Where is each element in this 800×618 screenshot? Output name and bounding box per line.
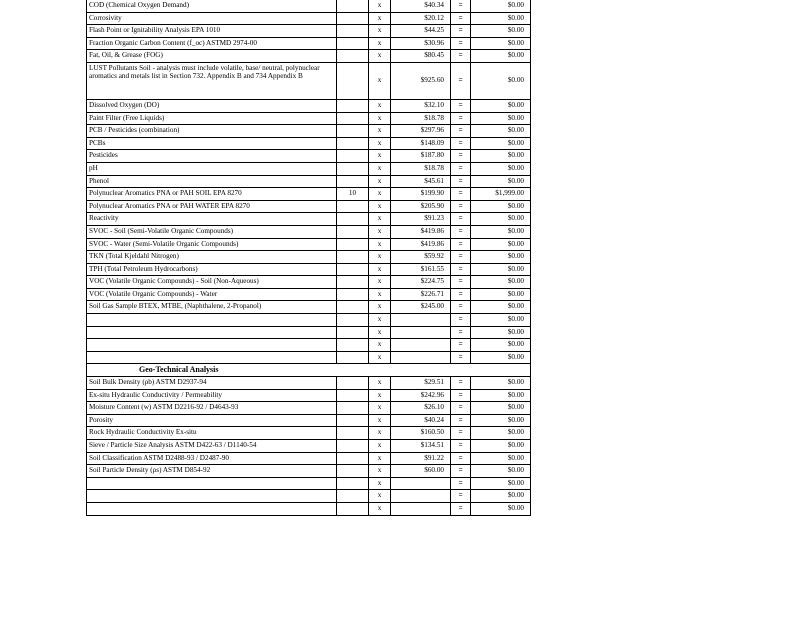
equals-sign-cell: =: [451, 175, 471, 188]
analysis-name-cell: VOC (Volatile Organic Compounds) - Soil (Non-Aqueous): [87, 276, 337, 289]
analysis-name-cell: [87, 490, 337, 503]
quantity-cell[interactable]: [337, 502, 369, 515]
table-row: [87, 12, 531, 25]
line-total-cell: $0.00: [471, 99, 531, 112]
quantity-cell[interactable]: [337, 477, 369, 490]
line-total-cell: $0.00: [471, 263, 531, 276]
times-sign-cell: x: [369, 213, 391, 226]
table-row: [87, 288, 531, 301]
unit-price-cell: $32.10: [391, 99, 451, 112]
table-row: [87, 225, 531, 238]
line-total-cell: $0.00: [471, 175, 531, 188]
unit-price-cell: $80.45: [391, 50, 451, 63]
times-sign-cell: x: [369, 238, 391, 251]
table-row: [87, 427, 531, 440]
times-sign-cell: x: [369, 427, 391, 440]
times-sign-cell: x: [369, 339, 391, 352]
equals-sign-cell: =: [451, 125, 471, 138]
analysis-name-cell: VOC (Volatile Organic Compounds) - Water: [87, 288, 337, 301]
line-total-cell: $0.00: [471, 150, 531, 163]
line-total-cell: $0.00: [471, 25, 531, 38]
quantity-cell[interactable]: [337, 427, 369, 440]
equals-sign-cell: =: [451, 477, 471, 490]
unit-price-cell: [391, 477, 451, 490]
equals-sign-cell: =: [451, 251, 471, 264]
quantity-cell[interactable]: [337, 225, 369, 238]
table-row: [87, 99, 531, 112]
times-sign-cell: x: [369, 465, 391, 478]
table-row: [87, 276, 531, 289]
analysis-name-cell: [87, 314, 337, 327]
line-total-cell: $0.00: [471, 37, 531, 50]
line-total-cell: $0.00: [471, 427, 531, 440]
analysis-name-cell: Ex-situ Hydraulic Conductivity / Permeability: [87, 389, 337, 402]
quantity-cell[interactable]: [337, 465, 369, 478]
times-sign-cell: x: [369, 351, 391, 364]
section-header-row: [87, 364, 531, 377]
equals-sign-cell: =: [451, 440, 471, 453]
equals-sign-cell: =: [451, 37, 471, 50]
analysis-name-cell: PCB / Pesticides (combination): [87, 125, 337, 138]
analysis-name-cell: TPH (Total Petroleum Hydrocarbons): [87, 263, 337, 276]
line-total-cell: $0.00: [471, 251, 531, 264]
table-row: [87, 477, 531, 490]
quantity-cell[interactable]: [337, 452, 369, 465]
quantity-cell[interactable]: [337, 162, 369, 175]
table-row: [87, 502, 531, 515]
table-row: [87, 213, 531, 226]
equals-sign-cell: =: [451, 238, 471, 251]
unit-price-cell: $148.09: [391, 137, 451, 150]
times-sign-cell: x: [369, 490, 391, 503]
times-sign-cell: x: [369, 251, 391, 264]
equals-sign-cell: =: [451, 326, 471, 339]
quantity-cell[interactable]: [337, 99, 369, 112]
equals-sign-cell: =: [451, 414, 471, 427]
times-sign-cell: x: [369, 314, 391, 327]
line-total-cell: $0.00: [471, 351, 531, 364]
line-total-cell: $0.00: [471, 314, 531, 327]
equals-sign-cell: =: [451, 490, 471, 503]
analysis-name-cell: [87, 477, 337, 490]
analysis-name-cell: [87, 351, 337, 364]
table-body: [87, 0, 531, 515]
table-row: [87, 125, 531, 138]
unit-price-cell: $160.50: [391, 427, 451, 440]
unit-price-cell: $134.51: [391, 440, 451, 453]
table-row: [87, 465, 531, 478]
analysis-name-cell: pH: [87, 162, 337, 175]
analysis-name-cell: TKN (Total Kjeldahl Nitrogen): [87, 251, 337, 264]
quantity-cell[interactable]: [337, 326, 369, 339]
table-row: [87, 326, 531, 339]
times-sign-cell: x: [369, 62, 391, 99]
equals-sign-cell: =: [451, 452, 471, 465]
line-total-cell: $0.00: [471, 125, 531, 138]
times-sign-cell: x: [369, 137, 391, 150]
line-total-cell: $0.00: [471, 477, 531, 490]
unit-price-cell: $297.96: [391, 125, 451, 138]
quantity-cell[interactable]: [337, 402, 369, 415]
analysis-name-cell: [87, 326, 337, 339]
line-total-cell: $0.00: [471, 452, 531, 465]
times-sign-cell: x: [369, 12, 391, 25]
analysis-name-cell: Soil Classification ASTM D2488-93 / D2487-90: [87, 452, 337, 465]
table-row: [87, 440, 531, 453]
line-total-cell: $0.00: [471, 288, 531, 301]
quantity-cell[interactable]: [337, 12, 369, 25]
analysis-name-cell: Fat, Oil, & Grease (FOG): [87, 50, 337, 63]
analysis-name-cell: Soil Gas Sample BTEX, MTBE, (Naphthalene, 2-Propanol): [87, 301, 337, 314]
quantity-cell[interactable]: [337, 50, 369, 63]
table-row: [87, 200, 531, 213]
analysis-name-cell: SVOC - Water (Semi-Volatile Organic Compounds): [87, 238, 337, 251]
line-total-cell: $0.00: [471, 490, 531, 503]
equals-sign-cell: =: [451, 12, 471, 25]
table-row: [87, 339, 531, 352]
line-total-cell: $0.00: [471, 12, 531, 25]
equals-sign-cell: =: [451, 465, 471, 478]
unit-price-cell: $199.90: [391, 188, 451, 201]
unit-price-cell: $419.86: [391, 225, 451, 238]
quantity-cell[interactable]: [337, 490, 369, 503]
unit-price-cell: $419.86: [391, 238, 451, 251]
times-sign-cell: x: [369, 50, 391, 63]
times-sign-cell: x: [369, 440, 391, 453]
unit-price-cell: $40.24: [391, 414, 451, 427]
times-sign-cell: x: [369, 200, 391, 213]
unit-price-cell: $59.92: [391, 251, 451, 264]
line-total-cell: $0.00: [471, 414, 531, 427]
quantity-cell[interactable]: [337, 125, 369, 138]
line-total-cell: $0.00: [471, 62, 531, 99]
equals-sign-cell: =: [451, 188, 471, 201]
times-sign-cell: x: [369, 150, 391, 163]
times-sign-cell: x: [369, 175, 391, 188]
unit-price-cell: $205.90: [391, 200, 451, 213]
quantity-cell[interactable]: [337, 62, 369, 99]
line-total-cell: $0.00: [471, 389, 531, 402]
line-total-cell: $0.00: [471, 50, 531, 63]
times-sign-cell: x: [369, 162, 391, 175]
quantity-cell[interactable]: 10: [337, 188, 369, 201]
analysis-name-cell: COD (Chemical Oxygen Demand): [87, 0, 337, 12]
table-row: [87, 251, 531, 264]
equals-sign-cell: =: [451, 150, 471, 163]
table-row: [87, 25, 531, 38]
analysis-name-cell: LUST Pollutants Soil - analysis must include volatile, base/ neutral, polynuclear aromatics and metals list in Section 732. Appendix B and 734 Appendix B: [87, 62, 337, 99]
table-row: [87, 377, 531, 390]
quantity-cell[interactable]: [337, 351, 369, 364]
analysis-name-cell: Rock Hydraulic Conductivity Ex-situ: [87, 427, 337, 440]
analysis-name-cell: Polynuclear Aromatics PNA or PAH WATER EPA 8270: [87, 200, 337, 213]
line-total-cell: $0.00: [471, 326, 531, 339]
equals-sign-cell: =: [451, 200, 471, 213]
line-total-cell: $0.00: [471, 162, 531, 175]
times-sign-cell: x: [369, 125, 391, 138]
equals-sign-cell: =: [451, 427, 471, 440]
equals-sign-cell: =: [451, 301, 471, 314]
unit-price-cell: [391, 490, 451, 503]
unit-price-cell: $91.22: [391, 452, 451, 465]
analysis-name-cell: Flash Point or Ignitability Analysis EPA 1010: [87, 25, 337, 38]
line-total-cell: $0.00: [471, 339, 531, 352]
quantity-cell[interactable]: [337, 288, 369, 301]
table-row: [87, 188, 531, 201]
quantity-cell[interactable]: [337, 200, 369, 213]
unit-price-cell: $224.75: [391, 276, 451, 289]
times-sign-cell: x: [369, 414, 391, 427]
unit-price-cell: [391, 339, 451, 352]
times-sign-cell: x: [369, 377, 391, 390]
equals-sign-cell: =: [451, 314, 471, 327]
quantity-cell[interactable]: [337, 0, 369, 12]
analysis-name-cell: [87, 502, 337, 515]
quantity-cell[interactable]: [337, 263, 369, 276]
unit-price-cell: [391, 314, 451, 327]
table-row: [87, 238, 531, 251]
table-row: [87, 263, 531, 276]
times-sign-cell: x: [369, 301, 391, 314]
times-sign-cell: x: [369, 25, 391, 38]
unit-price-cell: $60.00: [391, 465, 451, 478]
unit-price-cell: $44.25: [391, 25, 451, 38]
unit-price-cell: $245.00: [391, 301, 451, 314]
quantity-cell[interactable]: [337, 25, 369, 38]
analysis-name-cell: Soil Bulk Density (ρb) ASTM D2937-94: [87, 377, 337, 390]
equals-sign-cell: =: [451, 137, 471, 150]
analysis-name-cell: Porosity: [87, 414, 337, 427]
equals-sign-cell: =: [451, 50, 471, 63]
quantity-cell[interactable]: [337, 276, 369, 289]
unit-price-cell: $26.10: [391, 402, 451, 415]
line-total-cell: $1,999.00: [471, 188, 531, 201]
times-sign-cell: x: [369, 37, 391, 50]
analysis-name-cell: Moisture Content (w) ASTM D2216-92 / D4643-93: [87, 402, 337, 415]
quantity-cell[interactable]: [337, 314, 369, 327]
table-row: [87, 414, 531, 427]
equals-sign-cell: =: [451, 162, 471, 175]
unit-price-cell: $187.80: [391, 150, 451, 163]
line-total-cell: $0.00: [471, 238, 531, 251]
analysis-name-cell: Fraction Organic Carbon Content (f_oc) ASTMD 2974-00: [87, 37, 337, 50]
times-sign-cell: x: [369, 276, 391, 289]
line-total-cell: $0.00: [471, 502, 531, 515]
line-total-cell: $0.00: [471, 301, 531, 314]
line-total-cell: $0.00: [471, 276, 531, 289]
line-total-cell: $0.00: [471, 137, 531, 150]
times-sign-cell: x: [369, 326, 391, 339]
unit-price-cell: $20.12: [391, 12, 451, 25]
unit-price-cell: $18.78: [391, 162, 451, 175]
table-row: [87, 314, 531, 327]
unit-price-cell: [391, 502, 451, 515]
lab-analysis-table: [86, 0, 531, 516]
equals-sign-cell: =: [451, 502, 471, 515]
unit-price-cell: $45.61: [391, 175, 451, 188]
unit-price-cell: $29.51: [391, 377, 451, 390]
line-total-cell: $0.00: [471, 440, 531, 453]
quantity-cell[interactable]: [337, 175, 369, 188]
equals-sign-cell: =: [451, 377, 471, 390]
line-total-cell: $0.00: [471, 0, 531, 12]
analysis-name-cell: Paint Filter (Free Liquids): [87, 112, 337, 125]
equals-sign-cell: =: [451, 351, 471, 364]
times-sign-cell: x: [369, 452, 391, 465]
times-sign-cell: x: [369, 288, 391, 301]
analysis-name-cell: Corrosivity: [87, 12, 337, 25]
line-total-cell: $0.00: [471, 465, 531, 478]
table-row: [87, 62, 531, 99]
line-total-cell: $0.00: [471, 402, 531, 415]
analysis-name-cell: Sieve / Particle Size Analysis ASTM D422-63 / D1140-54: [87, 440, 337, 453]
quantity-cell[interactable]: [337, 37, 369, 50]
table-row: [87, 112, 531, 125]
analysis-name-cell: PCBs: [87, 137, 337, 150]
table-row: [87, 137, 531, 150]
equals-sign-cell: =: [451, 389, 471, 402]
line-total-cell: $0.00: [471, 213, 531, 226]
analysis-name-cell: Reactivity: [87, 213, 337, 226]
table-row: [87, 389, 531, 402]
table-row: [87, 150, 531, 163]
times-sign-cell: x: [369, 263, 391, 276]
quantity-cell[interactable]: [337, 389, 369, 402]
quantity-cell[interactable]: [337, 238, 369, 251]
times-sign-cell: x: [369, 402, 391, 415]
unit-price-cell: [391, 351, 451, 364]
equals-sign-cell: =: [451, 99, 471, 112]
quantity-cell[interactable]: [337, 377, 369, 390]
quantity-cell[interactable]: [337, 339, 369, 352]
section-title: Geo-Technical Analysis: [87, 364, 531, 377]
analysis-name-cell: SVOC - Soil (Semi-Volatile Organic Compounds): [87, 225, 337, 238]
quantity-cell[interactable]: [337, 150, 369, 163]
table-row: [87, 490, 531, 503]
quantity-cell[interactable]: [337, 112, 369, 125]
quantity-cell[interactable]: [337, 440, 369, 453]
quantity-cell[interactable]: [337, 301, 369, 314]
times-sign-cell: x: [369, 0, 391, 12]
unit-price-cell: [391, 326, 451, 339]
quantity-cell[interactable]: [337, 213, 369, 226]
quantity-cell[interactable]: [337, 251, 369, 264]
table-row: [87, 402, 531, 415]
equals-sign-cell: =: [451, 276, 471, 289]
times-sign-cell: x: [369, 112, 391, 125]
table-row: [87, 351, 531, 364]
times-sign-cell: x: [369, 477, 391, 490]
unit-price-cell: $40.34: [391, 0, 451, 12]
line-total-cell: $0.00: [471, 225, 531, 238]
line-total-cell: $0.00: [471, 377, 531, 390]
times-sign-cell: x: [369, 99, 391, 112]
line-total-cell: $0.00: [471, 112, 531, 125]
equals-sign-cell: =: [451, 288, 471, 301]
equals-sign-cell: =: [451, 263, 471, 276]
table-row: [87, 0, 531, 12]
lab-analysis-cost-sheet: [86, 0, 530, 516]
equals-sign-cell: =: [451, 225, 471, 238]
unit-price-cell: $925.60: [391, 62, 451, 99]
table-row: [87, 50, 531, 63]
table-row: [87, 37, 531, 50]
unit-price-cell: $226.71: [391, 288, 451, 301]
equals-sign-cell: =: [451, 62, 471, 99]
analysis-name-cell: [87, 339, 337, 352]
equals-sign-cell: =: [451, 112, 471, 125]
analysis-name-cell: Polynuclear Aromatics PNA or PAH SOIL EPA 8270: [87, 188, 337, 201]
equals-sign-cell: =: [451, 402, 471, 415]
times-sign-cell: x: [369, 188, 391, 201]
analysis-name-cell: Pesticides: [87, 150, 337, 163]
table-row: [87, 175, 531, 188]
line-total-cell: $0.00: [471, 200, 531, 213]
equals-sign-cell: =: [451, 0, 471, 12]
quantity-cell[interactable]: [337, 414, 369, 427]
times-sign-cell: x: [369, 389, 391, 402]
analysis-name-cell: Dissolved Oxygen (DO): [87, 99, 337, 112]
analysis-name-cell: Soil Particle Density (ρs) ASTM D854-92: [87, 465, 337, 478]
times-sign-cell: x: [369, 225, 391, 238]
unit-price-cell: $242.96: [391, 389, 451, 402]
unit-price-cell: $30.96: [391, 37, 451, 50]
times-sign-cell: x: [369, 502, 391, 515]
equals-sign-cell: =: [451, 213, 471, 226]
unit-price-cell: $18.78: [391, 112, 451, 125]
equals-sign-cell: =: [451, 25, 471, 38]
equals-sign-cell: =: [451, 339, 471, 352]
table-row: [87, 301, 531, 314]
analysis-name-cell: Phenol: [87, 175, 337, 188]
table-row: [87, 162, 531, 175]
unit-price-cell: $91.23: [391, 213, 451, 226]
unit-price-cell: $161.55: [391, 263, 451, 276]
quantity-cell[interactable]: [337, 137, 369, 150]
table-row: [87, 452, 531, 465]
